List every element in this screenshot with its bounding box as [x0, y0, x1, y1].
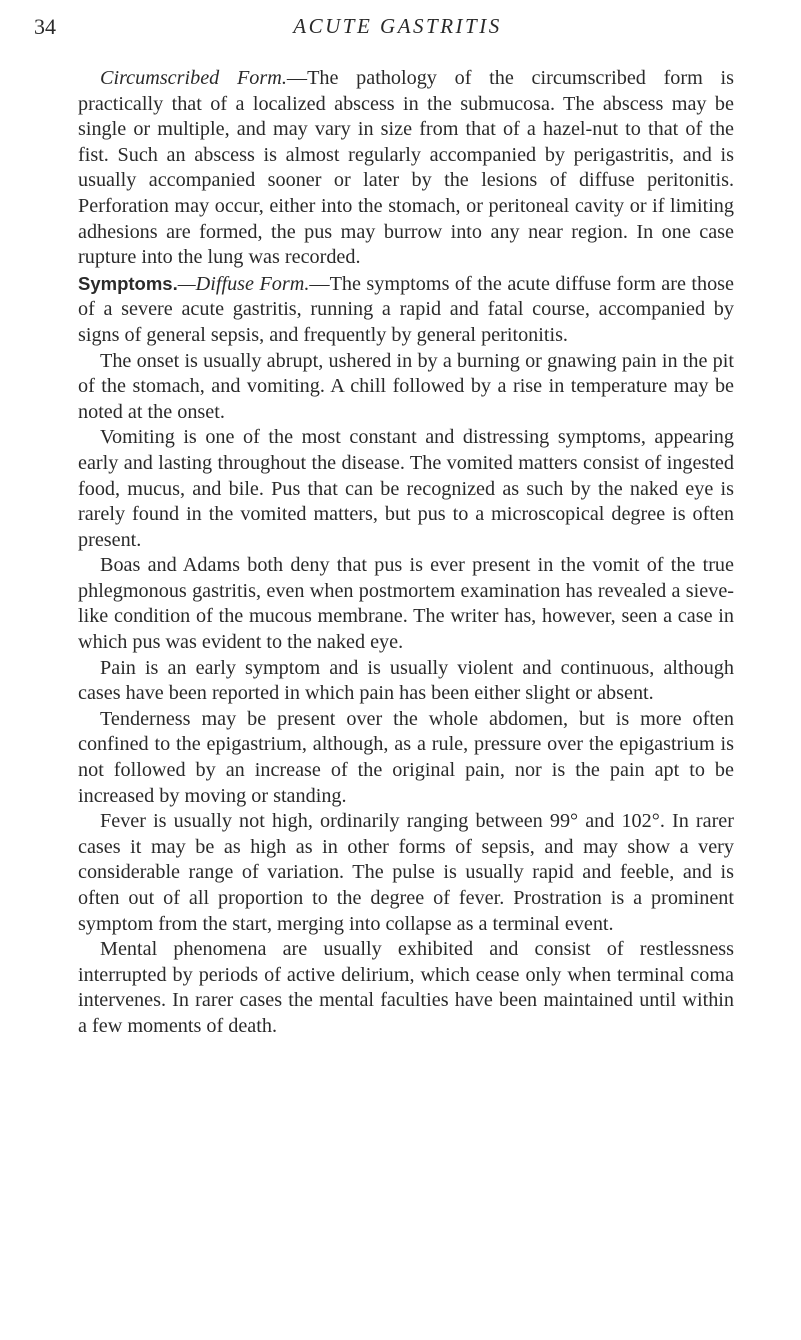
paragraph-text: —The pathology of the circumscribed form is practically that of a localized abscess in the submucosa. The abscess may be single or multiple, and may vary in size from that of a hazel-nut to that of the fist. Such an abscess is almost regularly accompanied by perigastritis, and is usually accompanied sooner or later by the lesions of diffuse peritonitis. Perforation may occur, either into the stomach, or peritoneal cavity or if limiting adhesions are formed, the pus may burrow into any near region. In one case rupture into the lung was recorded.: [78, 67, 735, 269]
paragraph-circumscribed-form: [78, 66, 734, 271]
paragraph-onset: The onset is usually abrupt, ushered in by a burning or gnawing pain in the pit of the stomach, and vomiting. A chill followed by a rise in temperature may be noted at the onset.: [78, 349, 734, 423]
paragraph-boas-adams: Boas and Adams both deny that pus is ever present in the vomit of the true phlegmonous gastritis, even when postmortem examination has revealed a sieve-like condition of the mucous membrane. The writer has, however, seen a case in which pus was evident to the naked eye.: [78, 554, 734, 654]
paragraph-tenderness: Tenderness may be present over the whole abdomen, but is more often confined to the epigastrium, although, as a rule, pressure over the epigastrium is not followed by an increase of the original pain, nor is the pain apt to be increased by moving or standing.: [78, 707, 734, 807]
page-header: [34, 14, 761, 44]
paragraph-pain: Pain is an early symptom and is usually violent and continuous, although cases have been reported in which pain has been either slight or absent.: [78, 656, 734, 705]
page-number: 34: [34, 14, 56, 39]
section-heading-symptoms: Symptoms.: [78, 272, 178, 294]
paragraph-vomiting: Vomiting is one of the most constant and distressing symptoms, appearing early and lasting throughout the disease. The vomited matters consist of ingested food, mucus, and bile. Pus that can be recognized as such by the naked eye is rarely found in the vomited matters, but pus to a microscopical degree is often present.: [78, 426, 734, 551]
paragraph-lead-italic: Circumscribed Form.: [100, 67, 287, 89]
paragraph-fever: Fever is usually not high, ordinarily ranging between 99° and 102°. In rarer cases it may be as high as in other forms of sepsis, and may show a very considerable range of variation. The pulse is usually rapid and feeble, and is often out of all proportion to the degree of fever. Prostration is a prominent symptom from the start, merging into collapse as a terminal event.: [78, 810, 734, 935]
paragraph-lead-italic: —Diffuse Form.: [177, 272, 310, 295]
page-body: [78, 66, 734, 1040]
running-head: ACUTE GASTRITIS: [293, 14, 502, 38]
paragraph-text: —The symptoms of the acute diffuse form are those of a severe acute gastritis, running a rapid and fatal course, accompanied by signs of general sepsis, and frequently by general peritonitis.: [78, 272, 734, 346]
paragraph-mental-phenomena: Mental phenomena are usually exhibited and consist of restlessness interrupted by periods of active delirium, which cease only when terminal coma intervenes. In rarer cases the mental faculties have been maintained until within a few moments of death.: [78, 938, 734, 1037]
paragraph-symptoms: [78, 271, 734, 349]
